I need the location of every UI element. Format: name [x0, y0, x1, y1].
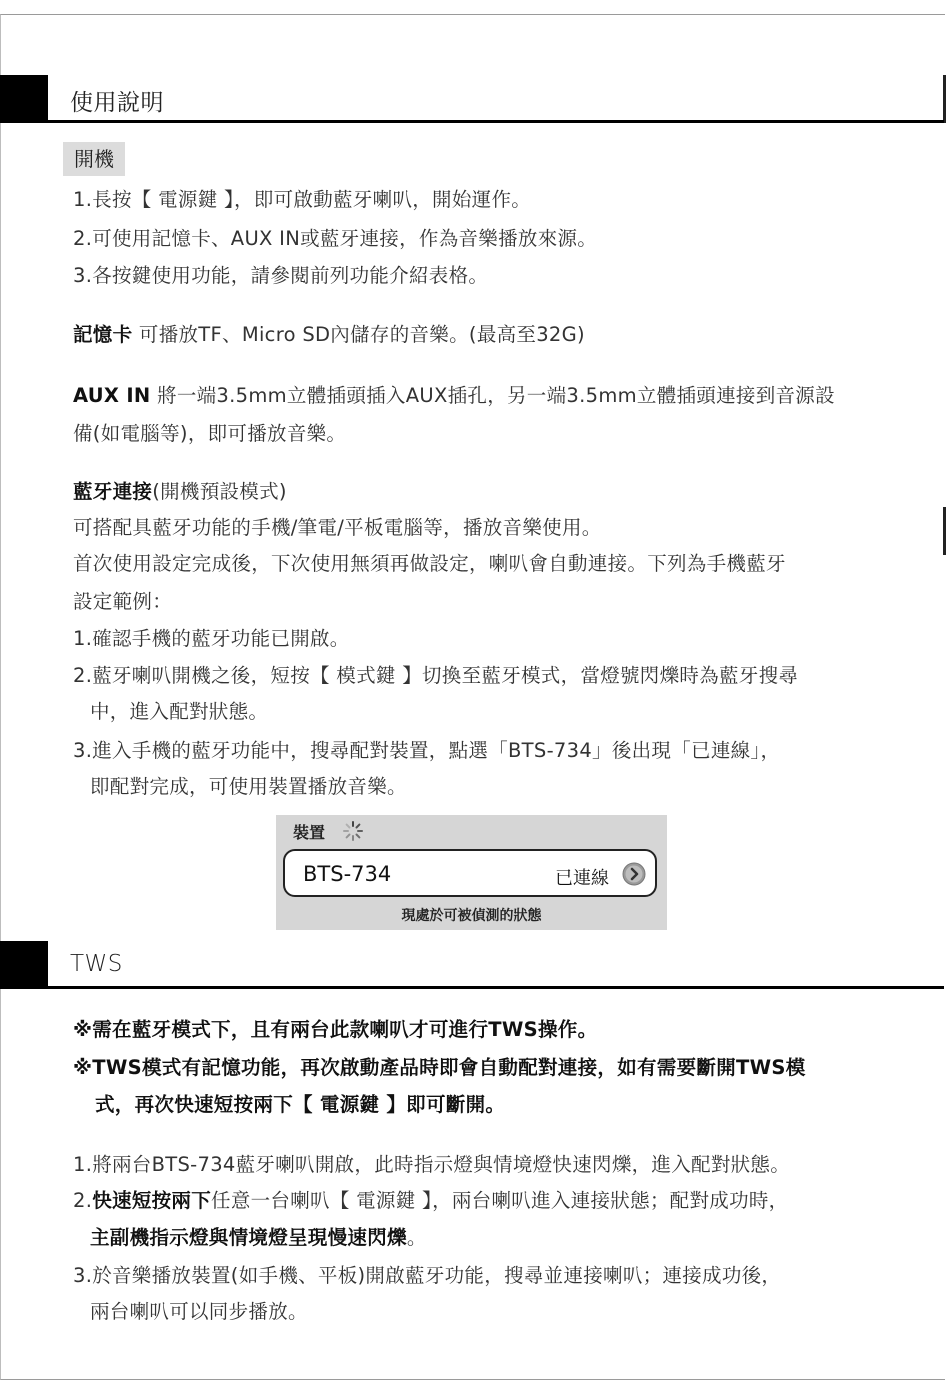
- tws-step-1: 1.將兩台BTS-734藍牙喇叭開啟，此時指示燈與情境燈快速閃爍，進入配對狀態。: [73, 1153, 791, 1176]
- tws-step-2-cont-bold: 主副機指示燈與情境燈呈現慢速閃爍: [90, 1226, 407, 1249]
- aux-in-text-line-2: 備(如電腦等)，即可播放音樂。: [73, 422, 347, 445]
- tws-step-3: 3.於音樂播放裝置(如手機、平板)開啟藍牙功能，搜尋並連接喇叭；連接成功後，: [73, 1264, 782, 1287]
- connection-status: 已連線: [555, 868, 609, 889]
- section-rule: [48, 120, 944, 123]
- device-list-title: 裝置: [293, 823, 326, 842]
- tws-step-2-bold: 快速短按兩下: [92, 1189, 212, 1212]
- bluetooth-mode: (開機預設模式): [152, 480, 287, 503]
- bluetooth-label: 藍牙連接: [73, 480, 153, 503]
- power-on-step-1: 1.長按【 電源鍵 】，即可啟動藍牙喇叭，開始運作。: [73, 188, 532, 211]
- loading-spinner-icon: [342, 820, 364, 842]
- memory-card-text: 可播放TF、Micro SD內儲存的音樂。(最高至32G): [132, 323, 585, 346]
- power-on-tag: 開機: [63, 142, 125, 176]
- memory-card-paragraph: [73, 319, 585, 347]
- aux-in-paragraph: [73, 380, 835, 408]
- tws-step-2-cont-end: 。: [406, 1226, 427, 1249]
- bluetooth-line-2: 首次使用設定完成後，下次使用無須再做設定，喇叭會自動連接。下列為手機藍牙: [73, 552, 786, 575]
- tws-note-2-cont: 式，再次快速短按兩下【 電源鍵 】即可斷開。: [95, 1093, 506, 1116]
- tws-step-2-text: 任意一台喇叭【 電源鍵 】，兩台喇叭進入連接狀態；配對成功時，: [211, 1189, 789, 1212]
- bluetooth-line-3: 設定範例：: [73, 590, 173, 613]
- tws-step-3-cont: 兩台喇叭可以同步播放。: [90, 1300, 308, 1323]
- tws-step-2-cont: [90, 1222, 427, 1250]
- bluetooth-line-1: 可搭配具藍牙功能的手機/筆電/平板電腦等，播放音樂使用。: [73, 516, 602, 539]
- bluetooth-step-3: 3.進入手機的藍牙功能中，搜尋配對裝置，點選「BTS-734」後出現「已連線」，: [73, 739, 781, 762]
- tws-step-2: [73, 1185, 788, 1213]
- device-name: BTS-734: [303, 862, 392, 886]
- disclosure-arrow-icon[interactable]: [622, 862, 646, 886]
- section-rule: [48, 986, 944, 989]
- section-title-usage: 使用說明: [70, 90, 164, 116]
- section-marker: [0, 75, 48, 123]
- tws-step-2-number: 2.: [73, 1189, 93, 1212]
- bluetooth-step-2: 2.藍牙喇叭開機之後，短按【 模式鍵 】切換至藍牙模式，當燈號閃爍時為藍牙搜尋: [73, 664, 799, 687]
- section-title-tws: TWS: [70, 951, 123, 977]
- tws-note-1: ※需在藍牙模式下，且有兩台此款喇叭才可進行TWS操作。: [73, 1018, 598, 1041]
- power-on-step-3: 3.各按鍵使用功能，請參閱前列功能介紹表格。: [73, 264, 489, 287]
- power-on-step-2: 2.可使用記憶卡、AUX IN或藍牙連接，作為音樂播放來源。: [73, 227, 598, 250]
- discoverable-caption: 現處於可被偵測的狀態: [401, 908, 542, 924]
- bluetooth-step-2-cont: 中，進入配對狀態。: [90, 700, 269, 723]
- section-marker: [0, 941, 48, 989]
- aux-in-label: AUX IN: [73, 384, 151, 407]
- device-row[interactable]: [283, 849, 657, 897]
- device-list-screenshot: [276, 815, 667, 930]
- aux-in-text: 將一端3.5mm立體插頭插入AUX插孔，另一端3.5mm立體插頭連接到音源設: [150, 384, 835, 407]
- bluetooth-step-3-cont: 即配對完成，可使用裝置播放音樂。: [90, 775, 407, 798]
- bluetooth-step-1: 1.確認手機的藍牙功能已開啟。: [73, 627, 350, 650]
- memory-card-label: 記憶卡: [73, 323, 133, 346]
- tws-note-2: ※TWS模式有記憶功能，再次啟動產品時即會自動配對連接，如有需要斷開TWS模: [73, 1056, 806, 1079]
- bluetooth-heading: [73, 476, 287, 504]
